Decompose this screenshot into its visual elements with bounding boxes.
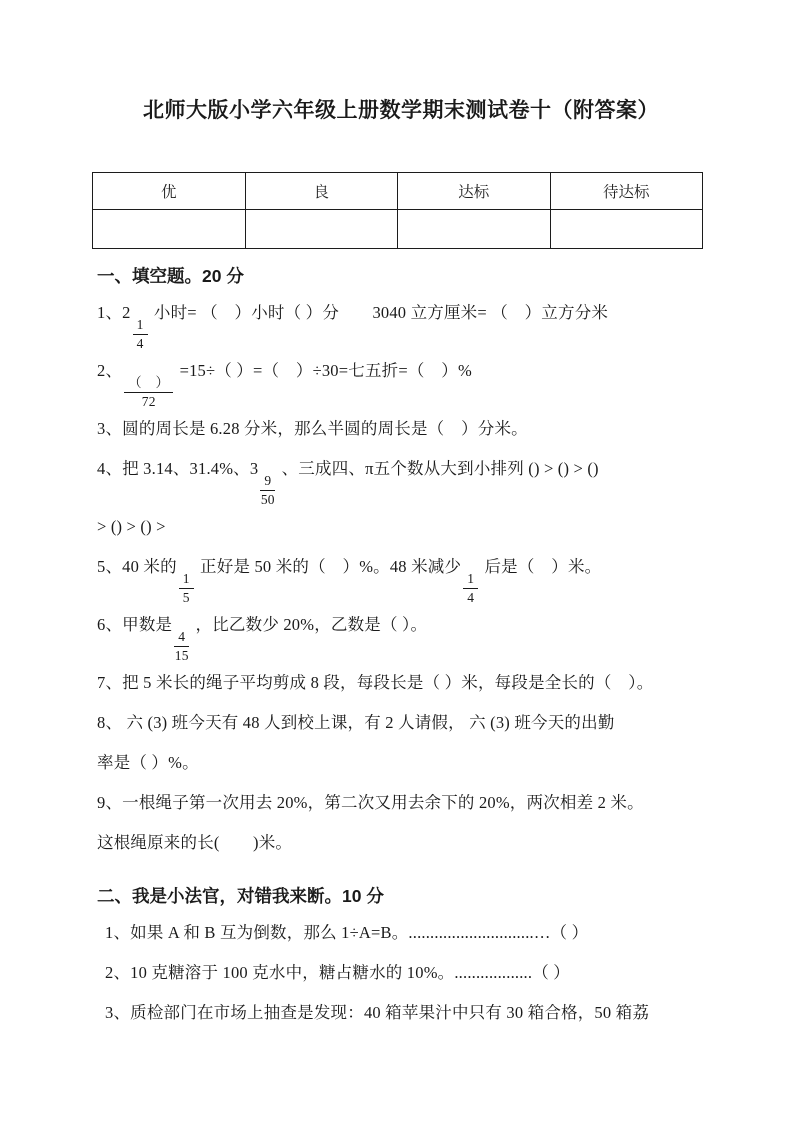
- fraction: $\frac{9}{50}$: [260, 473, 275, 507]
- fraction: $\frac{( )}{72}$: [124, 375, 173, 409]
- question-line: 3、质检部门在市场上抽查是发现：40 箱苹果汁中只有 30 箱合格，50 箱荔: [105, 1003, 650, 1023]
- question-line: 1、如果 A 和 B 互为倒数，那么 1÷A=B。.............................…（ ）: [105, 923, 589, 943]
- question-line: 7、把 5 米长的绳子平均剪成 8 段，每段长是（ ）米，每段是全长的（ ）。: [97, 673, 654, 693]
- question-line: 3、圆的周长是 6.28 分米，那么半圆的周长是（ ）分米。: [97, 419, 528, 439]
- question-line: 8、 六 (3) 班今天有 48 人到校上课，有 2 人请假， 六 (3) 班今天的出勤 率是（ ）%。: [97, 713, 615, 773]
- grade-header-excellent: 优: [93, 173, 246, 210]
- grade-blank-cell: [550, 210, 703, 249]
- section-heading: 二、我是小法官，对错我来断。10 分: [97, 886, 384, 907]
- grade-header-pending: 待达标: [550, 173, 703, 210]
- question-line: 2、 $\frac{( )}{72}$ =15÷（ ）=（ ）÷30=七五折=（ ）%: [97, 361, 472, 409]
- question-line: 6、甲数是 $\frac{4}{15}$ ，比乙数少 20%，乙数是（ ）。: [97, 615, 428, 663]
- section-fill-in-blanks: [97, 263, 705, 863]
- grade-blank-cell: [398, 210, 551, 249]
- question-line: 9、一根绳子第一次用去 20%，第二次又用去余下的 20%，两次相差 2 米。 这根绳原来的长( )米。: [97, 793, 644, 853]
- question-line: 4、把 3.14、31.4%、3 $\frac{9}{50}$ 、三成四、π五个数从大到小排列 () > () > () > () > () >: [97, 459, 599, 537]
- fraction: $\frac{1}{4}$: [133, 317, 148, 351]
- question-list: [97, 293, 705, 863]
- section-true-false: [97, 883, 705, 1033]
- grade-header-good: 良: [245, 173, 398, 210]
- grade-blank-cell: [93, 210, 246, 249]
- section-heading: 一、填空题。20 分: [97, 266, 244, 286]
- grade-table-header-row: [93, 173, 703, 210]
- grade-table-blank-row: [93, 210, 703, 249]
- page-title: 北师大版小学六年级上册数学期末测试卷十（附答案）: [143, 99, 659, 122]
- fraction: $\frac{1}{4}$: [463, 571, 478, 605]
- question-line: 1、2 $\frac{1}{4}$ 小时= （ ）小时（ ）分 3040 立方厘米= （ ）立方分米: [97, 303, 609, 351]
- question-line: 5、40 米的 $\frac{1}{5}$ 正好是 50 米的（ ）%。48 米减少 $\frac{1}{4}$ 后是（ ）米。: [97, 557, 602, 605]
- grade-table: [92, 172, 703, 249]
- question-list: [97, 913, 705, 1033]
- fraction: $\frac{1}{5}$: [179, 571, 194, 605]
- fraction: $\frac{4}{15}$: [174, 629, 189, 663]
- grade-header-pass: 达标: [398, 173, 551, 210]
- question-line: 2、10 克糖溶于 100 克水中，糖占糖水的 10%。..................（ ）: [105, 963, 570, 983]
- grade-blank-cell: [245, 210, 398, 249]
